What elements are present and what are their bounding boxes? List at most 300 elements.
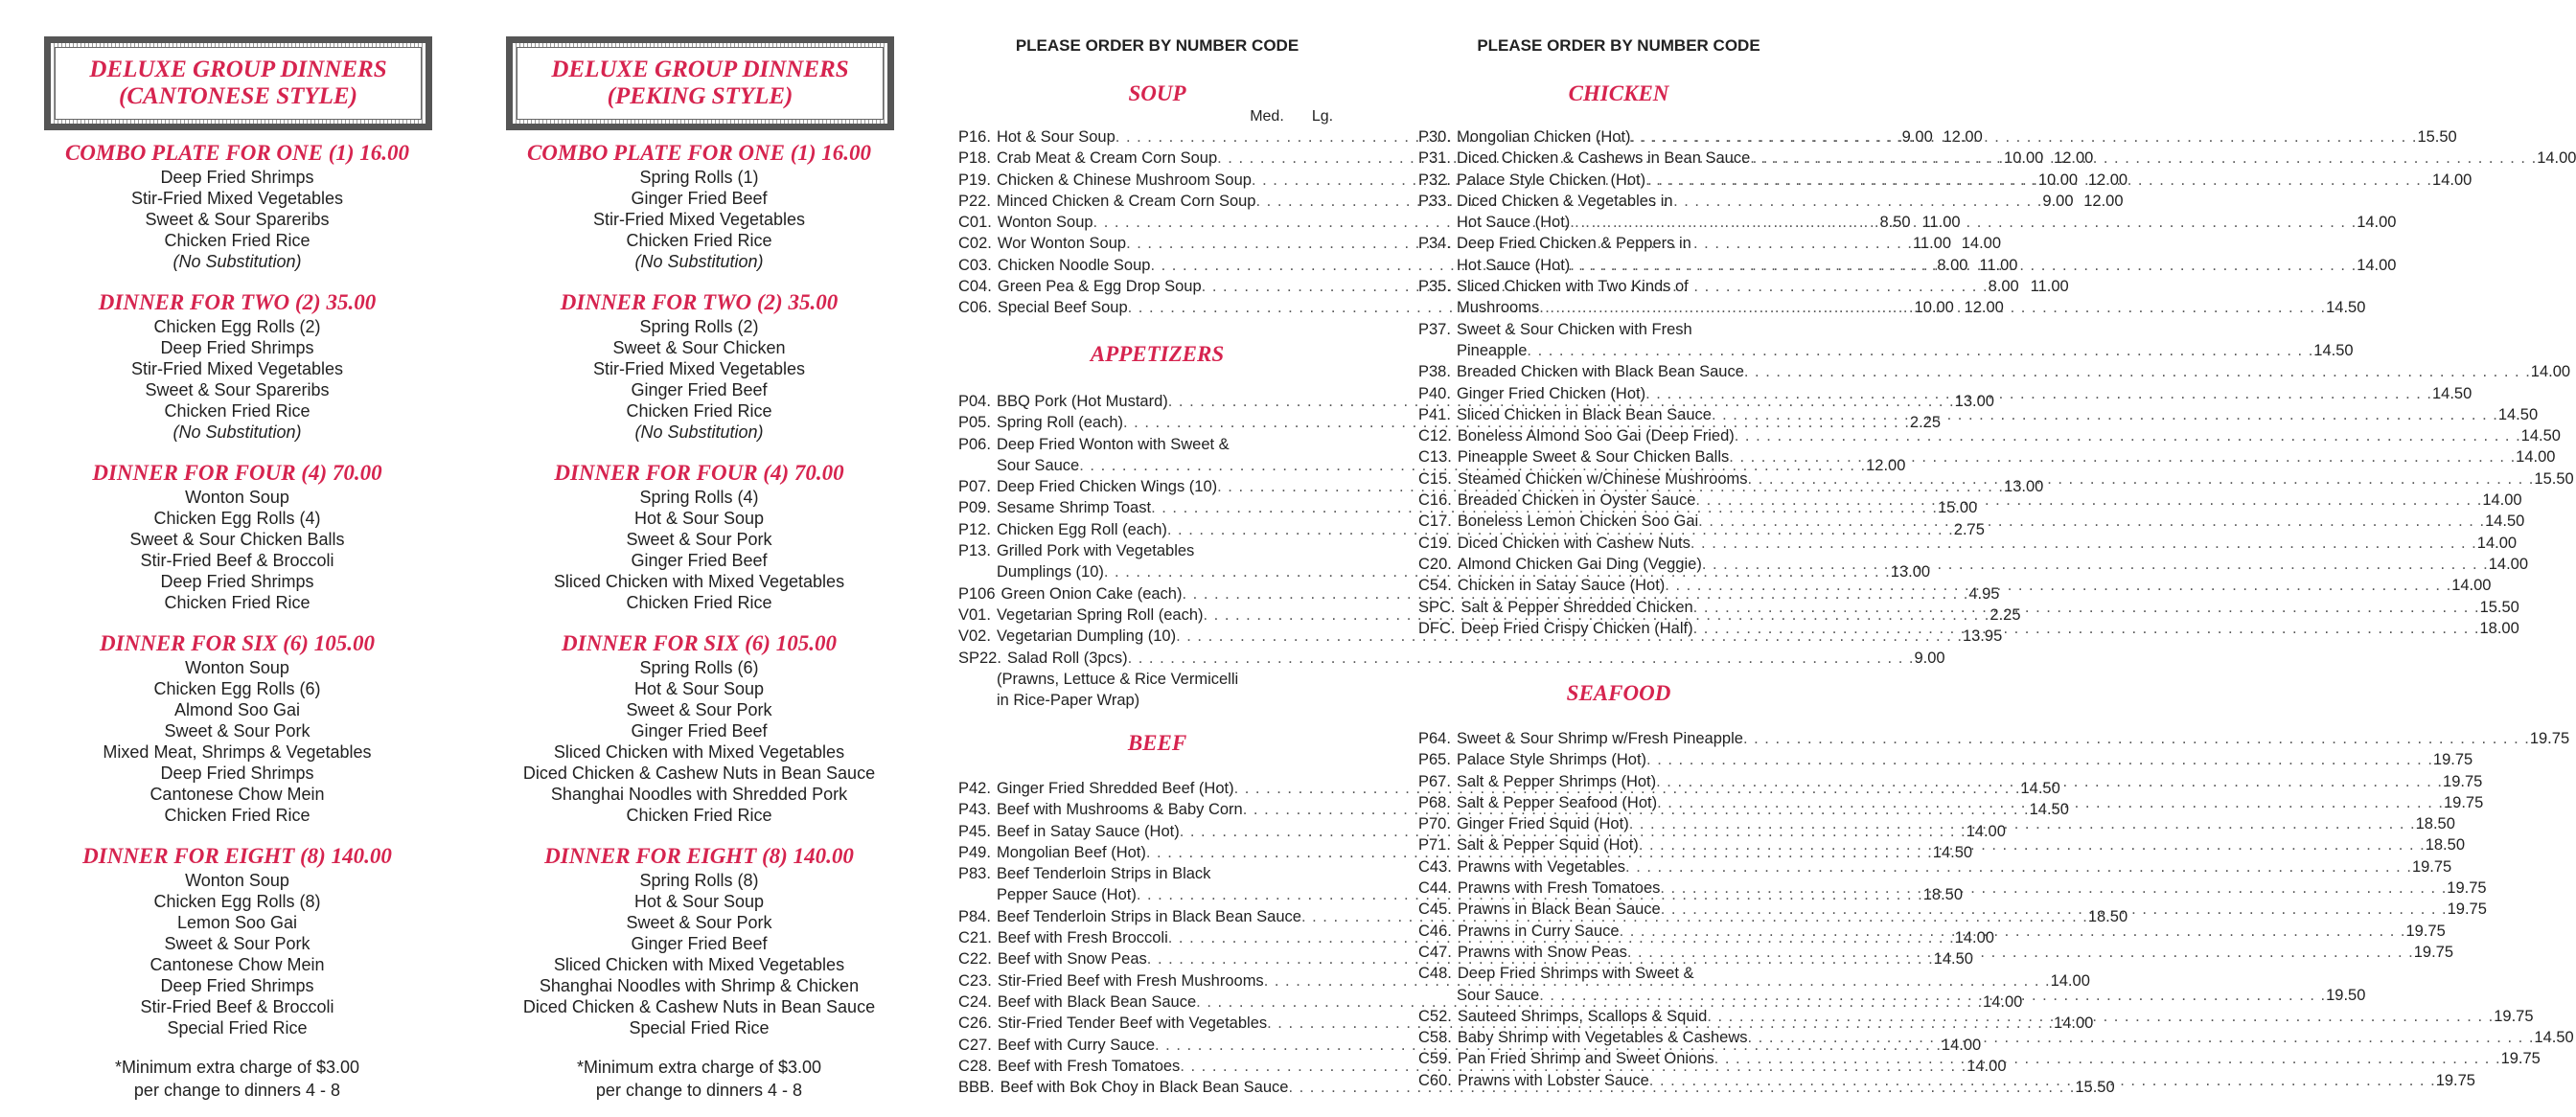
item-name: Hot & Sour Soup [996,128,1116,146]
item-code: C22. [958,950,992,969]
soup-heading: SOUP [1128,81,1186,105]
item-code: C06. [958,299,992,317]
item-code: P106 [958,584,996,603]
item-price: 14.50 [2029,801,2069,819]
leader-dots [1649,1070,2436,1091]
leader-dots [1665,575,2451,596]
leader-dots [1743,728,2530,749]
medium-price: 8.00 [1988,278,2019,296]
dinner-item: Chicken Egg Rolls (4) [153,509,321,528]
item-code: P71. [1418,836,1451,855]
item-price: 2.25 [1909,414,1942,432]
item-price: 14.00 [2050,971,2090,990]
item-price: 14.00 [2476,534,2518,552]
dinner-item: Special Fried Rice [629,1018,770,1037]
leader-dots [1729,446,2516,467]
menu-item-row [1418,728,2570,749]
leader-dots [1656,771,2443,792]
item-code: C45. [1418,900,1452,919]
large-price: 12.00 [1943,128,1983,146]
leader-dots [1693,618,2480,639]
item-price: 19.75 [2447,879,2487,898]
dinner-block [500,843,898,1038]
leader-dots [1707,1006,2494,1027]
dinner-item: Ginger Fried Beef [631,380,768,399]
item-name: Stir-Fried Beef with Fresh Mushrooms [997,971,1264,990]
item-price: 14.50 [2497,405,2539,423]
dinner-block [38,843,436,1038]
item-name: Chicken & Chinese Mushroom Soup [996,171,1252,189]
dinner-item: Chicken Fried Rice [626,231,772,250]
item-name: Salt & Pepper Seafood (Hot) [1456,793,1658,811]
item-name: Beef in Satay Sauce (Hot) [996,822,1180,840]
item-name: Palace Style Chicken (Hot) [1456,171,1646,189]
large-price: 12.00 [2054,149,2094,168]
item-code: SPC. [1418,598,1456,616]
item-name: Beef Tenderloin Strips in Black [996,865,1211,883]
item-name: Dumplings (10) [997,563,1104,581]
item-name: Beef Tenderloin Strips in Black Bean Sauce [996,907,1301,925]
dinner-heading: DINNER FOR FOUR (4) 70.00 [92,461,382,485]
dinner-item: Sweet & Sour Chicken Balls [129,530,345,549]
item-code: P68. [1418,793,1451,811]
item-name: Deep Fried Shrimps with Sweet & [1457,965,1694,983]
menu-item-row [1418,233,1819,254]
item-name: Almond Chicken Gai Ding (Veggie) [1457,555,1702,573]
item-code: P06. [958,435,991,453]
leader-dots [1646,749,2433,770]
menu-item-row [958,434,1356,455]
item-name: Mongolian Chicken (Hot) [1456,128,1631,146]
item-name: Salt & Pepper Squid (Hot) [1456,836,1639,855]
cantonese-title-line1: DELUXE GROUP DINNERS [89,57,387,82]
item-price: 14.50 [2485,513,2525,531]
menu-item-row [1418,533,2518,554]
dinner-item: Sweet & Sour Pork [626,530,772,549]
medium-size-label: Med. [1250,108,1284,125]
item-name: Baby Shrimp with Vegetables & Cashews [1457,1029,1748,1047]
item-price: 14.00 [2537,149,2576,168]
item-name: Ginger Fried Chicken (Hot) [1456,384,1646,402]
item-name: Grilled Pork with Vegetables [996,542,1195,560]
dinner-item: Stir-Fried Beef & Broccoli [140,551,334,570]
dinner-item: Chicken Fried Rice [164,231,310,250]
dinner-item: Sweet & Sour Pork [626,913,772,932]
dinner-item: Chicken Fried Rice [164,806,310,825]
dinner-item: Wonton Soup [185,658,289,677]
menu-item-row [1418,361,2571,382]
peking-title-line1: DELUXE GROUP DINNERS [551,57,849,82]
dinner-heading: DINNER FOR SIX (6) 105.00 [562,631,837,655]
item-code: C43. [1418,857,1452,876]
appetizers-heading: APPETIZERS [1090,342,1225,366]
item-code: C59. [1418,1050,1452,1068]
item-price: 14.50 [2432,384,2472,402]
dinner-item: Spring Rolls (4) [639,488,759,507]
item-price: 14.00 [2482,491,2522,510]
item-code: C15. [1418,469,1452,488]
item-name: Green Pea & Egg Drop Soup [997,278,1202,296]
leader-dots [1657,792,2444,813]
item-name: Wor Wonton Soup [997,235,1127,253]
item-price: 14.00 [2516,448,2556,467]
dinner-item: Chicken Egg Rolls (6) [153,679,321,698]
item-name: in Rice-Paper Wrap) [997,692,1140,710]
item-name: Wonton Soup [997,214,1093,232]
peking-title-frame [506,36,894,130]
item-name: Pineapple Sweet & Sour Chicken Balls [1457,448,1730,467]
item-price: 13.95 [1962,627,2003,646]
dinner-heading: DINNER FOR FOUR (4) 70.00 [554,461,844,485]
cantonese-dinners [38,140,436,1102]
leader-dots [1639,834,2426,855]
item-code: C16. [1418,491,1452,510]
item-name: Prawns with Lobster Sauce [1457,1071,1649,1089]
item-code: C02. [958,235,992,253]
menu-item-row [958,690,1356,711]
dinner-item: Deep Fried Shrimps [160,168,314,187]
leader-dots [1645,170,2432,191]
item-name: Prawns with Fresh Tomatoes [1457,879,1661,898]
medium-price: 8.00 [1937,256,1968,274]
substitution-note: (No Substitution) [172,422,302,442]
dinner-item: Deep Fried Shrimps [160,976,314,995]
item-price: 19.75 [2405,922,2446,940]
item-code: P41. [1418,405,1451,423]
item-name: Beef with Snow Peas [997,950,1147,969]
item-name: Chicken Noodle Soup [997,256,1151,274]
large-price: 12.00 [2083,192,2124,210]
dinner-item: Shanghai Noodles with Shrimp & Chicken [539,976,860,995]
item-name: Pineapple [1457,341,1528,359]
dinner-item: Cantonese Chow Mein [150,785,325,804]
dinner-item: Spring Rolls (1) [639,168,759,187]
substitution-note: (No Substitution) [172,252,302,271]
item-name: Chicken Egg Roll (each) [996,520,1167,538]
medium-price: 10.00 [2037,171,2079,189]
menu-item-row [1418,340,2354,361]
item-price: 15.50 [2417,128,2457,146]
dinner-item: Mixed Meat, Shrimps & Vegetables [103,742,372,762]
item-price: 14.00 [2432,171,2472,189]
item-name: Deep Fried Chicken Wings (10) [996,478,1218,496]
item-code: P45. [958,822,991,840]
order-instruction-2: PLEASE ORDER BY NUMBER CODE [1477,36,1760,55]
dinner-item: Sweet & Sour Pork [164,934,310,953]
item-price: 14.00 [2488,555,2529,573]
leader-dots [1735,425,2521,446]
item-code: P42. [958,780,991,797]
item-price: 19.75 [2435,1071,2475,1089]
item-name: Diced Chicken & Vegetables in [1456,192,1673,210]
dinner-item: Stir-Fried Mixed Vegetables [592,210,806,229]
item-price: 19.75 [2494,1007,2534,1025]
medium-price: 10.00 [1914,299,1954,317]
item-code: P22. [958,192,991,210]
dinner-block [38,289,436,443]
dinner-item: Ginger Fried Beef [631,189,768,208]
item-code: P64. [1418,730,1451,747]
item-name: (Prawns, Lettuce & Rice Vermicelli [997,670,1239,688]
item-name: Pepper Sauce (Hot) [997,886,1137,904]
large-price: 11.00 [1921,214,1961,232]
item-name: Boneless Almond Soo Gai (Deep Fried) [1457,427,1735,445]
item-code: C13. [1418,448,1452,467]
dinner-item: Sweet & Sour Chicken [612,338,786,357]
item-price: 18.50 [1922,886,1964,904]
item-price: 4.95 [1968,584,2000,603]
item-name: Hot Sauce (Hot) [1457,256,1571,274]
dinner-block [38,460,436,613]
item-name: Beef with Mushrooms & Baby Corn [996,801,1243,819]
item-price: 14.50 [1932,843,1973,861]
item-name: Chicken in Satay Sauce (Hot) [1457,577,1666,595]
item-code: C52. [1418,1007,1452,1025]
item-name: Sweet & Sour Shrimp w/Fresh Pineapple [1456,730,1743,747]
item-code: P16. [958,128,991,146]
dinner-item: Diced Chicken & Cashew Nuts in Bean Sauce [522,764,876,783]
item-code: P35. [1418,278,1451,296]
item-price: 19.75 [2443,772,2483,790]
item-code: C26. [958,1014,992,1033]
item-code: P19. [958,171,991,189]
dinner-item: Chicken Fried Rice [164,593,310,612]
item-price: 14.50 [2520,427,2561,445]
menu-item-row [958,648,1945,669]
dinner-item: Almond Soo Gai [173,700,301,719]
minimum-charge-note: *Minimum extra charge of $3.00 [114,1058,360,1077]
leader-dots [1570,212,2357,233]
dinner-item: Deep Fried Shrimps [160,338,314,357]
minimum-charge-note: *Minimum extra charge of $3.00 [576,1058,822,1077]
medium-price: 10.00 [2004,149,2044,168]
dinner-item: Wonton Soup [185,488,289,507]
item-price: 13.00 [1890,563,1931,581]
item-name: Pan Fried Shrimp and Sweet Onions [1457,1050,1714,1068]
item-code: P65. [1418,751,1451,769]
cantonese-title-line2: (CANTONESE STYLE) [119,83,357,109]
item-name: Sour Sauce [1457,986,1540,1004]
item-name: Steamed Chicken w/Chinese Mushrooms [1457,469,1748,488]
item-price: 12.00 [1866,456,1906,474]
leader-dots [1690,533,2477,554]
leader-dots [1714,1048,2501,1069]
menu-item-row [1418,749,2473,770]
item-name: Boneless Lemon Chicken Soo Gai [1457,513,1699,531]
item-price: 14.50 [2326,299,2366,317]
menu-item-row [958,669,1356,690]
item-code: P84. [958,907,991,925]
menu-item-row [1418,856,2452,878]
leader-dots [1539,985,2326,1006]
item-code: C28. [958,1057,992,1075]
leader-dots [1744,361,2531,382]
item-price: 19.75 [2413,943,2454,961]
dinner-heading: DINNER FOR EIGHT (8) 140.00 [544,844,854,868]
item-code: C44. [1418,879,1452,898]
item-name: Beef with Bok Choy in Black Bean Sauce [1000,1079,1289,1097]
item-code: P12. [958,520,991,538]
medium-price: 8.50 [1879,214,1911,232]
item-price: 19.75 [2443,793,2484,811]
item-code: C12. [1418,427,1452,445]
menu-item-row [1418,425,2561,446]
dinner-heading: DINNER FOR TWO (2) 35.00 [560,290,839,314]
item-name: Salt & Pepper Shrimps (Hot) [1456,772,1657,790]
dinner-item: Chicken Egg Rolls (2) [153,317,321,336]
item-code: P09. [958,499,991,517]
leader-dots [1620,921,2406,942]
dinner-heading: DINNER FOR SIX (6) 105.00 [100,631,375,655]
leader-dots [1698,511,2485,532]
dinner-block [500,460,898,613]
dinner-heading: COMBO PLATE FOR ONE (1) 16.00 [526,141,872,165]
minimum-charge-note-2: per change to dinners 4 - 8 [133,1081,341,1100]
item-code: C17. [1418,513,1452,531]
item-price: 13.00 [2004,478,2044,496]
item-name: Deep Fried Chicken & Peppers in [1456,235,1691,253]
medium-price: 9.00 [1901,128,1933,146]
leader-dots [1748,1027,2535,1048]
menu-item-row [958,863,1356,884]
item-price: 18.00 [2479,619,2519,637]
item-price: 2.75 [1953,520,1985,538]
item-price: 13.00 [1954,393,1994,410]
item-price: 14.00 [2357,214,2397,232]
chicken-heading: CHICKEN [1568,81,1669,105]
item-price: 15.50 [2479,598,2519,616]
menu-item-row [1418,191,1819,212]
leader-dots [1695,490,2482,511]
item-code: C60. [1418,1071,1452,1089]
item-name: Beef with Curry Sauce [997,1036,1156,1054]
item-code: P04. [958,393,991,410]
item-price: 14.00 [1966,822,2006,840]
dinner-item: Sweet & Sour Pork [626,700,772,719]
dinner-item: Spring Rolls (8) [639,871,759,890]
item-code: BBB. [958,1079,995,1097]
dinner-item: Spring Rolls (2) [639,317,759,336]
dinner-item: Deep Fried Shrimps [160,764,314,783]
item-code: P30. [1418,128,1451,146]
item-code: C20. [1418,555,1452,573]
dinner-heading: DINNER FOR TWO (2) 35.00 [98,290,377,314]
item-name: Ginger Fried Squid (Hot) [1456,815,1629,833]
item-price: 15.50 [2534,469,2574,488]
item-code: C54. [1418,577,1452,595]
leader-dots [1750,148,2537,169]
item-name: Salt & Pepper Shredded Chicken [1460,598,1693,616]
item-code: C04. [958,278,992,296]
beef-heading: BEEF [1127,731,1187,755]
leader-dots [1627,942,2414,963]
menu-item-row [1418,319,1819,340]
dinner-block [38,140,436,272]
item-price: 14.50 [2313,341,2354,359]
item-name: Crab Meat & Cream Corn Soup [996,149,1218,168]
item-price: 18.50 [2415,815,2455,833]
dinner-item: Sweet & Sour Spareribs [145,380,330,399]
item-name: Mushrooms [1457,299,1540,317]
dinner-item: Stir-Fried Beef & Broccoli [140,997,334,1016]
item-price: 19.75 [2411,857,2452,876]
item-price: 19.75 [2447,900,2487,919]
large-size-label: Lg. [1311,108,1334,125]
item-name: BBQ Pork (Hot Mustard) [996,393,1168,410]
item-name: Beef with Fresh Tomatoes [997,1057,1181,1075]
leader-dots [1631,126,2418,148]
dinner-item: Ginger Fried Beef [631,934,768,953]
item-code: C03. [958,256,992,274]
item-price: 18.50 [2087,907,2128,925]
leader-dots [1702,554,2489,575]
item-code: C23. [958,971,992,990]
item-code: C46. [1418,922,1452,940]
dinner-item: Cantonese Chow Mein [150,955,325,974]
item-name: Hot Sauce (Hot) [1457,214,1571,232]
dinner-block [38,630,436,826]
item-code: SP22. [958,649,1001,667]
dinner-item: Deep Fried Shrimps [160,572,314,591]
dinner-heading: COMBO PLATE FOR ONE (1) 16.00 [64,141,410,165]
item-name: Beef with Black Bean Sauce [997,992,1197,1011]
item-code: P83. [958,865,991,883]
item-price: 19.75 [2432,751,2473,769]
item-code: P70. [1418,815,1451,833]
item-code: C24. [958,992,992,1011]
item-name: Beef with Fresh Broccoli [997,929,1168,947]
item-name: Sour Sauce [997,456,1080,474]
item-name: Sliced Chicken with Two Kinds of [1456,278,1689,296]
item-price: 14.00 [1983,992,2023,1011]
item-code: P13. [958,542,991,560]
item-price: 15.50 [2075,1079,2115,1097]
dinner-item: Wonton Soup [185,871,289,890]
item-name: Special Beef Soup [997,299,1128,317]
item-code: C01. [958,214,992,232]
dinner-item: Chicken Fried Rice [626,593,772,612]
medium-price: 9.00 [2042,192,2074,210]
item-name: Deep Fried Wonton with Sweet & [996,435,1230,453]
large-price: 11.00 [1979,256,2018,274]
leader-dots [1693,597,2480,618]
dinner-item: Shanghai Noodles with Shredded Pork [550,785,848,804]
item-name: Spring Roll (each) [996,414,1124,432]
leader-dots [1645,383,2432,404]
item-code: DFC. [1418,619,1456,637]
large-price: 12.00 [2087,171,2128,189]
item-code: P18. [958,149,991,168]
item-code: C48. [1418,965,1452,983]
item-name: Palace Style Shrimps (Hot) [1456,751,1647,769]
leader-dots [1570,255,2357,276]
dinner-item: Sliced Chicken with Mixed Vegetables [553,742,845,762]
dinner-block [500,289,898,443]
item-name: Stir-Fried Tender Beef with Vegetables [997,1014,1268,1033]
item-code: V02. [958,627,991,646]
item-price: 14.50 [2534,1029,2574,1047]
item-code: P33. [1418,192,1451,210]
item-price: 14.00 [2530,363,2571,381]
large-price: 12.00 [1964,299,2004,317]
item-name: Sliced Chicken in Black Bean Sauce [1456,405,1712,423]
dinner-item: Chicken Fried Rice [626,806,772,825]
medium-price: 11.00 [1912,235,1952,253]
item-price: 14.00 [2451,577,2492,595]
item-code: P32. [1418,171,1451,189]
dinner-item: Ginger Fried Beef [631,721,768,741]
large-price: 14.00 [1961,235,2002,253]
